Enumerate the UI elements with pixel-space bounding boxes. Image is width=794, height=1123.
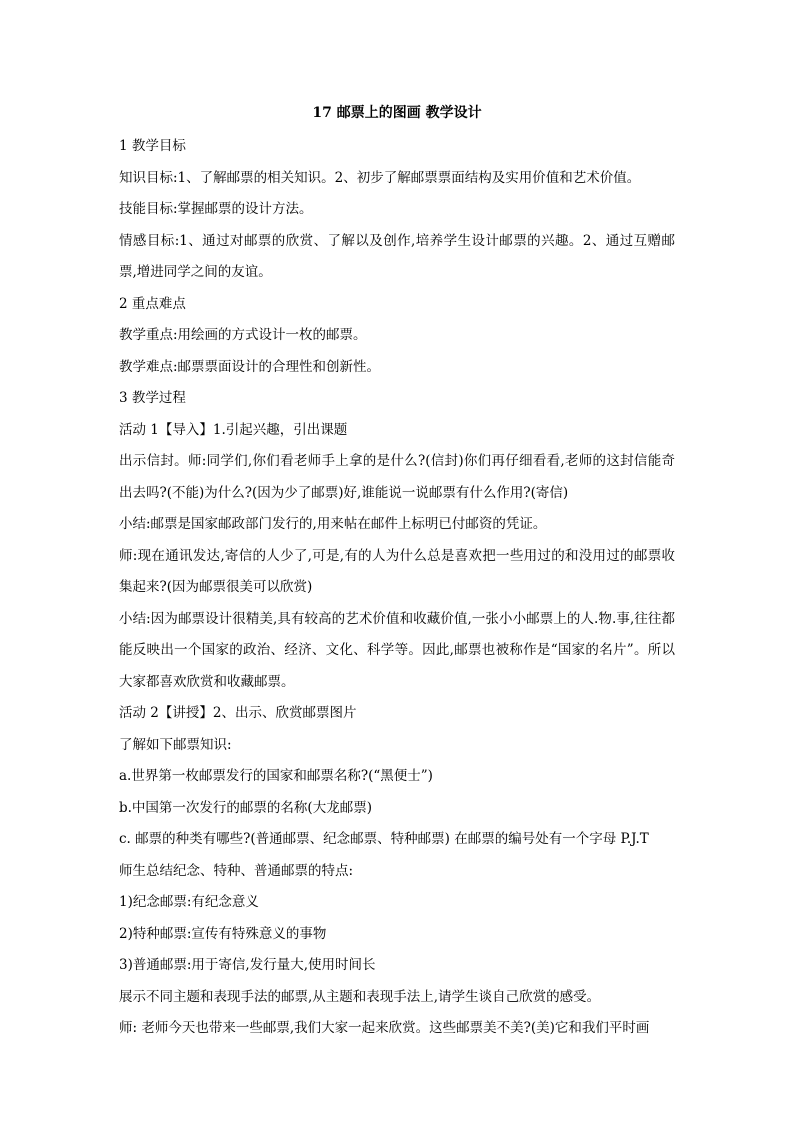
paragraph-show-envelope: 出示信封。师:同学们,你们看老师手上拿的是什么?(信封)你们再仔细看看,老师的这封信能奇出去吗?(不能)为什么?(因为少了邮票)好,谁能说一说邮票有什么作用?(寄信) bbox=[119, 453, 675, 501]
list-item-special: 2)特种邮票:宣传有特殊意义的事物 bbox=[119, 925, 327, 942]
paragraph-summary-2: 小结:因为邮票设计很精美,具有较高的艺术价值和收藏价值,一张小小邮票上的人.物.事,往往都能反映出一个国家的政治、经济、文化、科学等。因此,邮票也被称作是“国家的名片”。所以大家都喜欢欣赏和收藏邮票。 bbox=[119, 610, 675, 690]
paragraph-emotion-goal: 情感目标:1、通过对邮票的欣赏、了解以及创作,培养学生设计邮票的兴趣。2、通过互赠邮票,增进同学之间的友谊。 bbox=[119, 232, 675, 280]
paragraph-teacher-question: 师:现在通讯发达,寄信的人少了,可是,有的人为什么总是喜欢把一些用过的和没用过的邮票收集起来?(因为邮票很美可以欣赏) bbox=[119, 547, 675, 595]
activity-1-heading: 活动 1【导入】1.引起兴趣，引出课题 bbox=[119, 421, 348, 438]
list-item-b: b.中国第一次发行的邮票的名称(大龙邮票) bbox=[119, 799, 372, 816]
paragraph-stamp-features: 师生总结纪念、特种、普通邮票的特点: bbox=[119, 862, 354, 879]
document-body bbox=[119, 131, 675, 1045]
paragraph-show-themes: 展示不同主题和表现手法的邮票,从主题和表现手法上,请学生谈自己欣赏的感受。 bbox=[119, 988, 601, 1005]
paragraph-teacher-stamps: 师: 老师今天也带来一些邮票,我们大家一起来欣赏。这些邮票美不美?(美)它和我们平时画 bbox=[119, 1020, 650, 1036]
paragraph-summary-1: 小结:邮票是国家邮政部门发行的,用来帖在邮件上标明已付邮资的凭证。 bbox=[119, 516, 547, 532]
paragraph-stamp-knowledge-intro: 了解如下邮票知识: bbox=[119, 736, 232, 753]
list-item-commemorative: 1)纪念邮票:有纪念意义 bbox=[119, 894, 259, 910]
section-heading-process: 3 教学过程 bbox=[119, 390, 186, 406]
paragraph-knowledge-goal: 知识目标:1、了解邮票的相关知识。2、初步了解邮票票面结构及实用价值和艺术价值。 bbox=[119, 169, 641, 186]
paragraph-teaching-focus: 教学重点:用绘画的方式设计一枚的邮票。 bbox=[119, 327, 367, 343]
list-item-c: c. 邮票的种类有哪些?(普通邮票、纪念邮票、特种邮票) 在邮票的编号处有一个字母 P.J.T bbox=[119, 831, 649, 847]
activity-2-heading: 活动 2【讲授】2、出示、欣赏邮票图片 bbox=[119, 705, 357, 721]
list-item-regular: 3)普通邮票:用于寄信,发行量大,使用时间长 bbox=[119, 957, 376, 973]
list-item-a: a.世界第一枚邮票发行的国家和邮票名称?(“黑便士”) bbox=[119, 768, 433, 784]
paragraph-teaching-difficulty: 教学难点:邮票票面设计的合理性和创新性。 bbox=[119, 358, 381, 375]
document-title: 17 邮票上的图画 教学设计 bbox=[312, 105, 482, 121]
section-heading-key-points: 2 重点难点 bbox=[119, 295, 186, 312]
section-heading-objectives: 1 教学目标 bbox=[119, 138, 186, 154]
paragraph-skill-goal: 技能目标:掌握邮票的设计方法。 bbox=[119, 201, 313, 217]
